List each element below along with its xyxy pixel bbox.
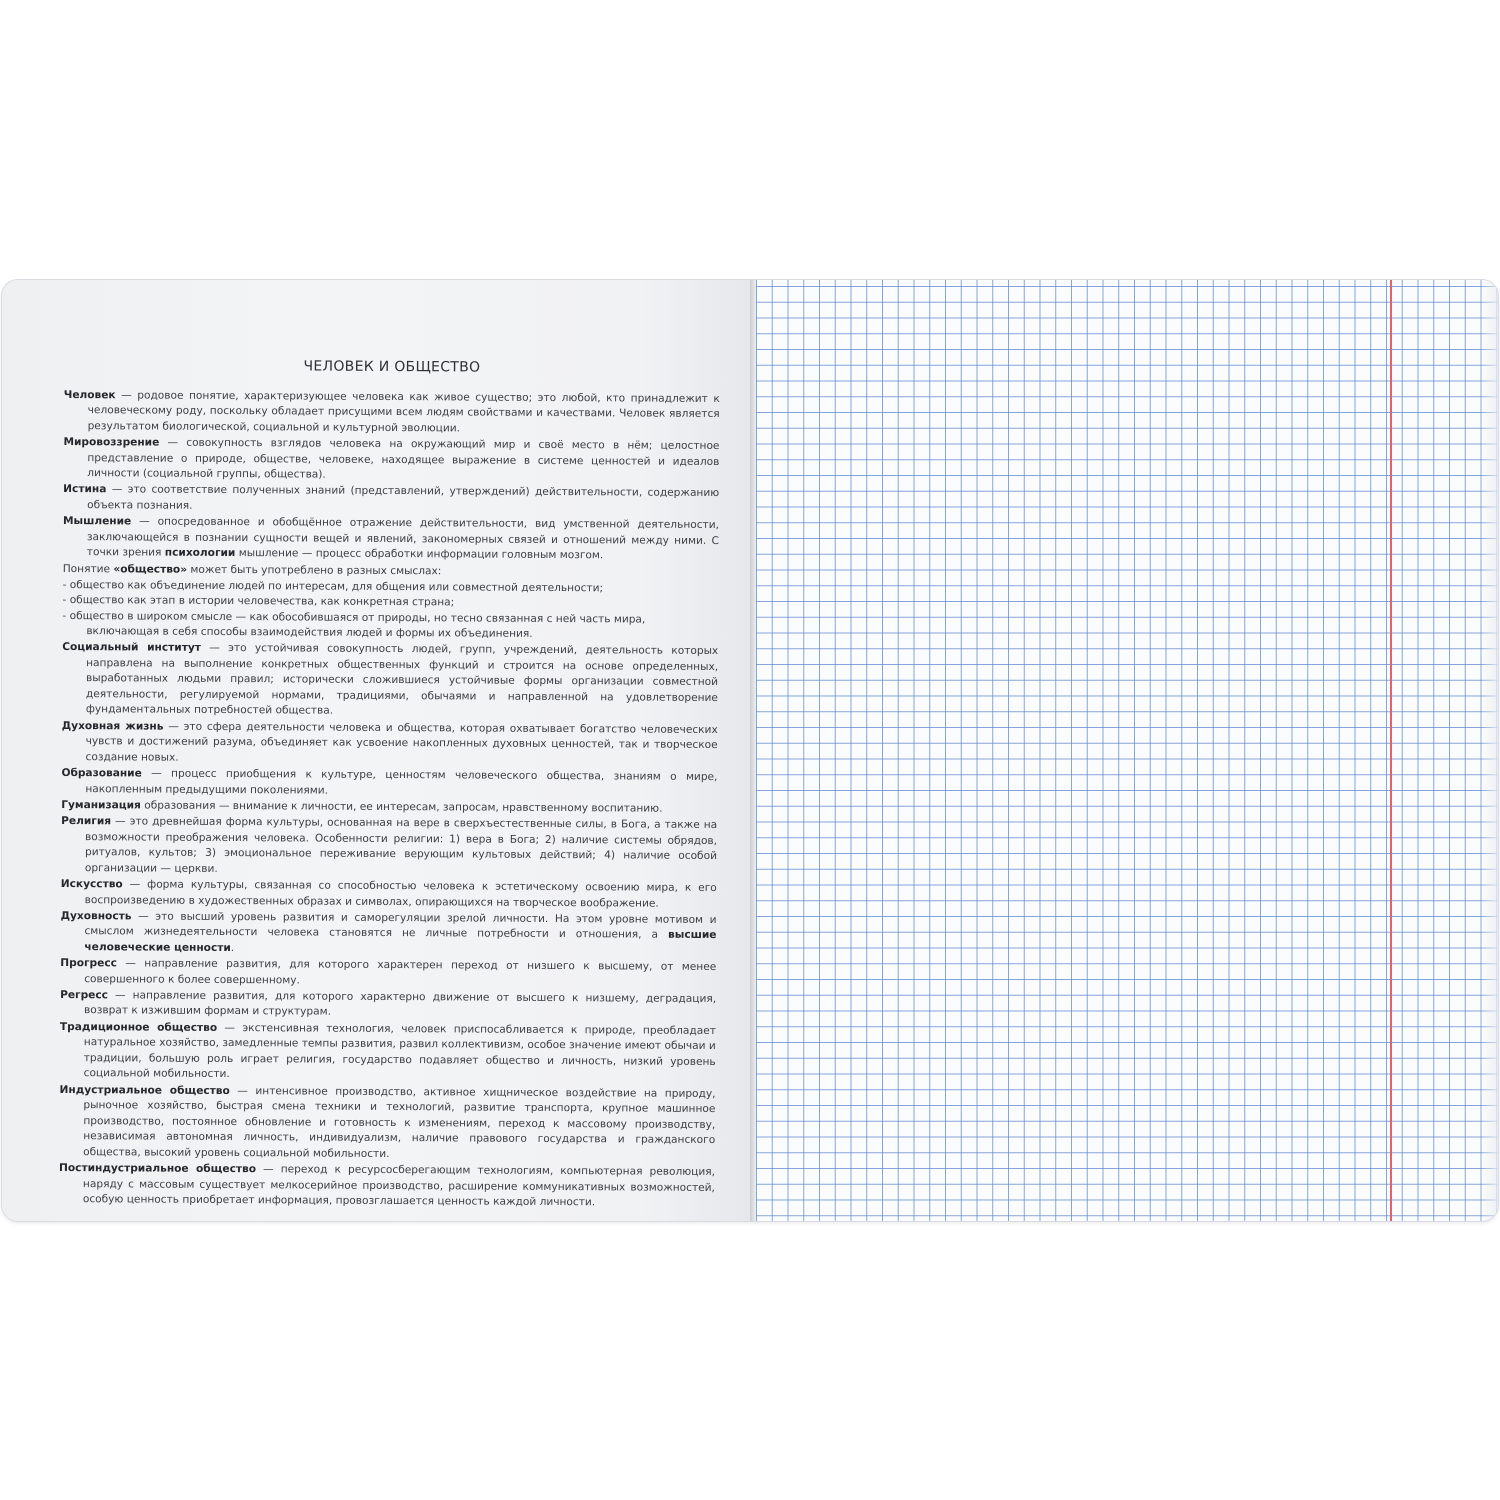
definition-entry [60,956,716,991]
definition-entry [63,514,719,565]
definition-entry [61,877,717,912]
definition-term: Духовная жизнь [61,719,164,733]
definition-term: Традиционное общество [59,1020,218,1034]
left-page-reference-sheet [2,280,750,1221]
page-title: ЧЕЛОВЕК И ОБЩЕСТВО [303,358,481,376]
society-lead-before: Понятие [62,562,114,575]
open-notebook [2,280,1498,1221]
definition-text: — переход к ресурсосберегающим технологиям, компьютерная революция, наряду с массовым существует мелкосерийное производство, расширение коммуникативных возможностей, особую ценность приобретает информация, провозглашается ценность каждой личности. [82,1163,716,1209]
definition-term: Прогресс [60,957,117,970]
definition-text: — это высший уровень развития и саморегуляции зрелой личности. На этом уровне мотивом и смыслом жизнедеятельности человека становятся не личные потребности и отношения, а [84,910,717,942]
definition-entry [61,766,717,801]
definition-entry [62,640,718,722]
page-edge-shading [1480,280,1498,1221]
definition-entry [59,1083,715,1165]
definition-text: — экстенсивная технология, человек приспосабливается к природе, преобладает натуральное хозяйство, замедленные темпы развития, развил коллективизм, особое значение имеют обычаи и традиции, большую роль играет религия, государство подавляет общество и личность, низкий уровень социальной мобильности. [83,1021,716,1081]
society-meaning-item: - общество в широком смысле — как обособившаяся от природы, но тесно связанная с ней часть мира, включающая в себя способы взаимодействия людей и формы их объединения. [62,609,646,641]
definitions-list-2 [59,640,718,1212]
definition-text: — форма культуры, связанная со способностью человека к эстетическому освоению мира, к его воспроизведению в художественных образах и символах, опирающихся на творческое воображение. [84,878,717,910]
definition-term: Человек [63,388,116,401]
definition-entry [59,1161,715,1212]
society-lead-bold: «общество» [113,562,188,576]
definition-term: Гуманизация [61,798,141,812]
right-page-grid-paper [756,280,1498,1221]
definition-text: — родовое понятие, характеризующее человека как живое существо; это любой, кто принадлежит к человеческому роду, поскольку обладает присущими всем людям свойствами и качествами. Человек является результатом биологической, социальной и культурной эволюции. [87,388,720,435]
definition-bold-inline: психологии [164,546,236,560]
definition-text: — это сфера деятельности человека и общества, которая охватывает богатство человеческих чувств и достижений разума, объединяет как усвоение накопленных духовных ценностей, так и творческое создание новых. [85,720,718,764]
definition-entry [60,988,716,1023]
definition-text: — интенсивное производство, активное хищническое воздействие на природу, рыночное хозяйство, быстрая смена техники и технологий, развитие транспорта, крупное машинное производство, постоянное обновление и готовность к изменениям, переход к массовому производству, независимая автономная личность, индивидуализм, наличие правового государства и гражданского общества, высокий уровень социальной мобильности. [83,1084,716,1161]
reference-text [59,358,720,1213]
definition-text: — совокупность взглядов человека на окружающий мир и своё место в нём; целостное представление о природе, обществе, человеке, находящее выражение в системе ценностей и идеалов личности (социальной группы, общества). [87,436,720,481]
definition-term: Постиндустриальное общество [59,1162,257,1176]
definition-text: — направление развития, для которого характерен переход от низшего к высшему, от менее совершенного к более совершенному. [84,957,717,987]
society-meaning-item: - общество как объединение людей по интересам, для общения или совместной деятельности; [62,578,604,594]
definition-term: Истина [63,483,107,496]
definition-text: образования — внимание к личности, ее интересам, запросам, нравственному воспитанию. [140,799,663,815]
definition-term: Социальный институт [62,641,201,654]
definition-text-after: мышление — процесс обработки информации головным мозгом. [235,547,604,562]
definition-term: Образование [61,766,142,780]
definition-term: Мышление [62,515,132,528]
definition-term: Регресс [60,988,108,1002]
definitions-list-1 [63,388,720,565]
society-meanings [62,561,718,644]
definition-entry [61,814,717,880]
definition-term: Религия [61,814,112,828]
definition-bold-inline: высшие человеческие ценности [84,929,717,954]
definition-term: Индустриальное общество [59,1083,230,1097]
definition-entry [63,482,719,517]
definition-entry [63,435,719,486]
definition-text: — опосредованное и обобщённое отражение действительности, вид умственной деятельности, заключающейся в познании сущности вещей и явлений, закономерных связей и отношений между ними. С точки зрения [86,515,720,559]
red-margin-line [1390,280,1392,1221]
definition-text: — это древнейшая форма культуры, основанная на вере в сверхъестественные силы, в Бога, а также на возможности преображения человека. Особенности религии: 1) вера в Бога; 2) наличие системы обрядов, ритуалов, культов; 3) эмоциональное переживание верующим культовых действий; 4) наличие особой организации — церкви. [84,815,718,875]
society-meaning-item: - общество как этап в истории человечества, как конкретная страна; [62,594,455,609]
definition-entry [64,388,720,439]
definition-term: Духовность [60,909,132,923]
definition-text: — это устойчивая совокупность людей, групп, учреждений, деятельность которых направлена на выполнение конкретных общественных функций и строится на основе определенных, выработанных людьми правил; исторически сложившиеся устойчивые формы организации совместной деятельности, регулируемой нормами, традициями, обычаями и направленной на удовлетворение фундаментальных потребностей общества. [85,641,719,718]
definition-text: — направление развития, для которого характерно движение от высшего к низшему, деградация, возврат к изжившим формам и структурам. [83,989,717,1019]
definition-term: Искусство [60,877,123,891]
definition-term: Мировоззрение [63,435,160,449]
definition-text: — это соответствие полученных знаний (представлений, утверждений) действительности, содержанию объекта познания. [87,483,720,512]
definition-entry [60,1020,716,1086]
definition-entry [60,909,716,960]
society-lead-after: может быть употреблено в разных смыслах: [187,563,442,577]
definition-text-after: . [230,941,235,954]
definition-text: — процесс приобщения к культуре, ценностям человеческого общества, знаниям о мире, накопленным предыдущими поколениями. [85,767,718,797]
definition-entry [62,719,718,770]
